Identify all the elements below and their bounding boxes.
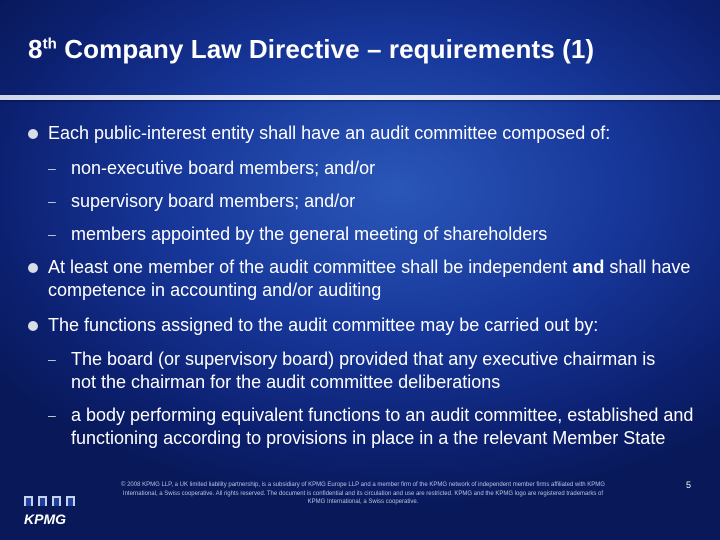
- title-rest: Company Law Directive – requirements (1): [56, 34, 595, 64]
- title-superscript: th: [42, 35, 57, 53]
- dash-icon: –: [48, 226, 56, 242]
- sub-bullet-item: [22, 404, 701, 450]
- dash-icon: –: [48, 407, 56, 423]
- bullet-item: [22, 122, 702, 145]
- sub-bullet-text: non-executive board members; and/or: [71, 158, 376, 178]
- sub-bullet-item: [22, 348, 667, 394]
- dash-icon: –: [48, 351, 56, 367]
- dash-icon: –: [48, 160, 56, 176]
- sub-bullet-text: supervisory board members; and/or: [71, 191, 356, 211]
- page-number: 5: [686, 480, 692, 490]
- bullet-dot-icon: [28, 129, 38, 139]
- title-main: 8: [28, 34, 43, 64]
- sub-bullet-text: members appointed by the general meeting of shareholders: [71, 224, 548, 244]
- bullet-text-part2: shall have competence in accounting and/or auditing: [48, 257, 691, 300]
- title-divider: [0, 95, 720, 100]
- bullet-text: Each public-interest entity shall have an audit committee composed of:: [48, 123, 611, 143]
- bullet-text-bold: and: [572, 257, 605, 277]
- sub-bullet-item: [22, 190, 702, 213]
- bullet-item: [22, 256, 702, 302]
- sub-bullet-text: The board (or supervisory board) provided that any executive chairman is not the chairman for the audit committee deliberations: [71, 349, 656, 392]
- bullet-dot-icon: [28, 321, 38, 331]
- kpmg-logo: [22, 494, 82, 530]
- bullet-text-part1: At least one member of the audit committee shall be independent: [48, 257, 573, 277]
- sub-bullet-item: [22, 157, 702, 180]
- sub-bullet-text: a body performing equivalent functions to an audit committee, established and functioning according to provisions in place in a the relevant Member State: [71, 405, 694, 448]
- bullet-item: [22, 314, 702, 337]
- svg-text:KPMG: KPMG: [24, 511, 66, 527]
- dash-icon: –: [48, 193, 56, 209]
- bullet-list: [22, 120, 702, 450]
- slide-title: [28, 34, 594, 65]
- bullet-dot-icon: [28, 263, 38, 273]
- sub-bullet-item: [22, 223, 702, 246]
- copyright-notice: © 2008 KPMG LLP, a UK limited liability partnership, is a subsidiary of KPMG Europe LLP and a member firm of the KPMG network of independent member firms affiliated with KPMG International, a Swiss cooperative. All rights reserved. The document is confidential and its circulation and use are restricted. KPMG and the KPMG logo are registered trademarks of KPMG International, a Swiss cooperative.: [121, 482, 605, 505]
- bullet-text: The functions assigned to the audit committee may be carried out by:: [48, 315, 599, 335]
